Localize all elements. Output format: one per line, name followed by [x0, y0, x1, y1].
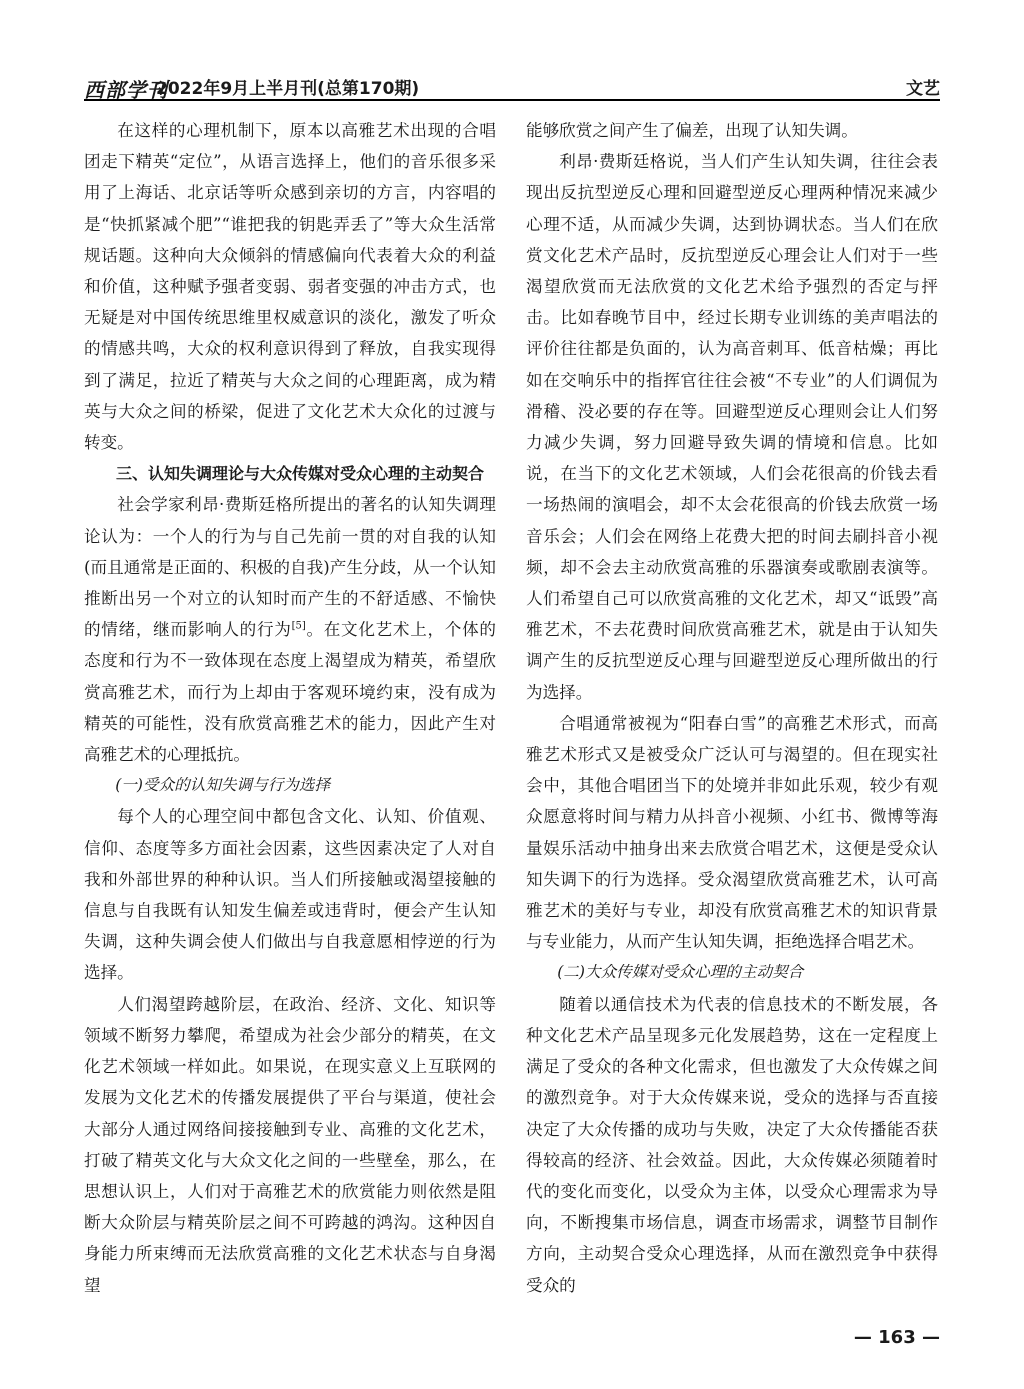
- paragraph: 在这样的心理机制下，原本以高雅艺术出现的合唱团走下精英“定位”，从语言选择上，他们的音乐很多采用了上海话、北京话等听众感到亲切的方言，内容唱的是“快抓紧减个肥”“谁把我的钥匙弄丢了”等大众生活常规话题。这种向大众倾斜的情感偏向代表着大众的利益和价值，这种赋予强者变弱、弱者变强的冲击方式，也无疑是对中国传统思维里权威意识的淡化，激发了听众的情感共鸣，大众的权利意识得到了释放，自我实现得到了满足，拉近了精英与大众之间的心理距离，成为精英与大众之间的桥梁，促进了文化艺术大众化的过渡与转变。: [84, 121, 496, 453]
- paragraph-continuation: 能够欣赏之间产生了偏差，出现了认知失调。: [526, 121, 858, 140]
- paragraph: 利昂·费斯廷格说，当人们产生认知失调，往往会表现出反抗型逆反心理和回避型逆反心理两种情况来减少心理不适，从而减少失调，达到协调状态。当人们在欣赏文化艺术产品时，反抗型逆反心理会让人们对于一些渴望欣赏而无法欣赏的文化艺术给予强烈的否定与抨击。比如春晚节目中，经过长期专业训练的美声唱法的评价往往都是负面的，认为高音刺耳、低音枯燥；再比如在交响乐中的指挥官往往会被“不专业”的人们调侃为滑稽、没必要的存在等。回避型逆反心理则会让人们努力减少失调，努力回避导致失调的情境和信息。比如说，在当下的文化艺术领域，人们会花很高的价钱去看一场热闹的演唱会，却不太会花很高的价钱去欣赏一场音乐会；人们会在网络上花费大把的时间去刷抖音小视频，却不会去主动欣赏高雅的乐器演奏或歌剧表演等。人们希望自己可以欣赏高雅的文化艺术，却又“诋毁”高雅艺术，不去花费时间欣赏高雅艺术，就是由于认知失调产生的反抗型逆反心理与回避型逆反心理所做出的行为选择。: [526, 152, 938, 702]
- page-header: [84, 72, 940, 102]
- header-rule: [84, 99, 940, 101]
- paragraph: 每个人的心理空间中都包含文化、认知、价值观、信仰、态度等多方面社会因素，这些因素决定了人对自我和外部世界的种种认识。当人们所接触或渴望接触的信息与自我既有认知发生偏差或违背时，便会产生认知失调，这种失调会使人们做出与自我意愿相悖逆的行为选择。: [84, 807, 496, 983]
- paragraph: [84, 489, 496, 770]
- right-column: [526, 115, 938, 1301]
- page-number: — 163 —: [853, 1327, 940, 1348]
- paragraph: 合唱通常被视为“阳春白雪”的高雅艺术形式，而高雅艺术形式又是被受众广泛认可与渴望的。但在现实社会中，其他合唱团当下的处境并非如此乐观，较少有观众愿意将时间与精力从抖音小视频、小红书、微博等海量娱乐活动中抽身出来去欣赏合唱艺术，这便是受众认知失调下的行为选择。受众渴望欣赏高雅艺术，认可高雅艺术的美好与专业，却没有欣赏高雅艺术的知识背景与专业能力，从而产生认知失调，拒绝选择合唱艺术。: [526, 713, 938, 952]
- paragraph: 随着以通信技术为代表的信息技术的不断发展，各种文化艺术产品呈现多元化发展趋势，这在一定程度上满足了受众的各种文化需求，但也激发了大众传媒之间的激烈竞争。对于大众传媒来说，受众的选择与否直接决定了大众传播的成功与失败，决定了大众传播能否获得较高的经济、社会效益。因此，大众传媒必须随着时代的变化而变化，以受众为主体，以受众心理需求为导向，不断搜集市场信息，调查市场需求，调整节目制作方向，主动契合受众心理选择，从而在激烈竞争中获得受众的: [526, 994, 938, 1295]
- issue-info: 2022年9月上半月刊(总第170期): [156, 79, 420, 99]
- paragraph-text: 。在文化艺术上，个体的态度和行为不一致体现在态度上渴望成为精英，希望欣赏高雅艺术，而行为上却由于客观环境约束，没有成为精英的可能性，没有欣赏高雅艺术的能力，因此产生对高雅艺术的心理抵抗。: [84, 620, 496, 765]
- paragraph: 人们渴望跨越阶层，在政治、经济、文化、知识等领域不断努力攀爬，希望成为社会少部分的精英，在文化艺术领域一样如此。如果说，在现实意义上互联网的发展为文化艺术的传播发展提供了平台与渠道，使社会大部分人通过网络间接接触到专业、高雅的文化艺术，打破了精英文化与大众文化之间的一些壁垒，那么，在思想认识上，人们对于高雅艺术的欣赏能力则依然是阻断大众阶层与精英阶层之间不可跨越的鸿沟。这种因自身能力所束缚而无法欣赏高雅的文化艺术状态与自身渴望: [84, 994, 496, 1295]
- paragraph-text: 社会学家利昂·费斯廷格所提出的著名的认知失调理论认为：一个人的行为与自己先前一贯的对自我的认知(而且通常是正面的、积极的自我)产生分歧，从一个认知推断出另一个对立的认知时而产生的不舒适感、不愉快的情绪，继而影响人的行为: [84, 495, 496, 640]
- subsection-heading: (二)大众传媒对受众心理的主动契合: [557, 963, 804, 982]
- journal-logo: 西部学刊: [84, 78, 168, 102]
- section-heading: 三、认知失调理论与大众传媒对受众心理的主动契合: [116, 464, 485, 484]
- section-name: 文艺: [906, 79, 940, 99]
- left-column: [84, 115, 496, 1301]
- citation-marker: [5]: [291, 620, 306, 632]
- subsection-heading: (一)受众的认知失调与行为选择: [115, 776, 331, 795]
